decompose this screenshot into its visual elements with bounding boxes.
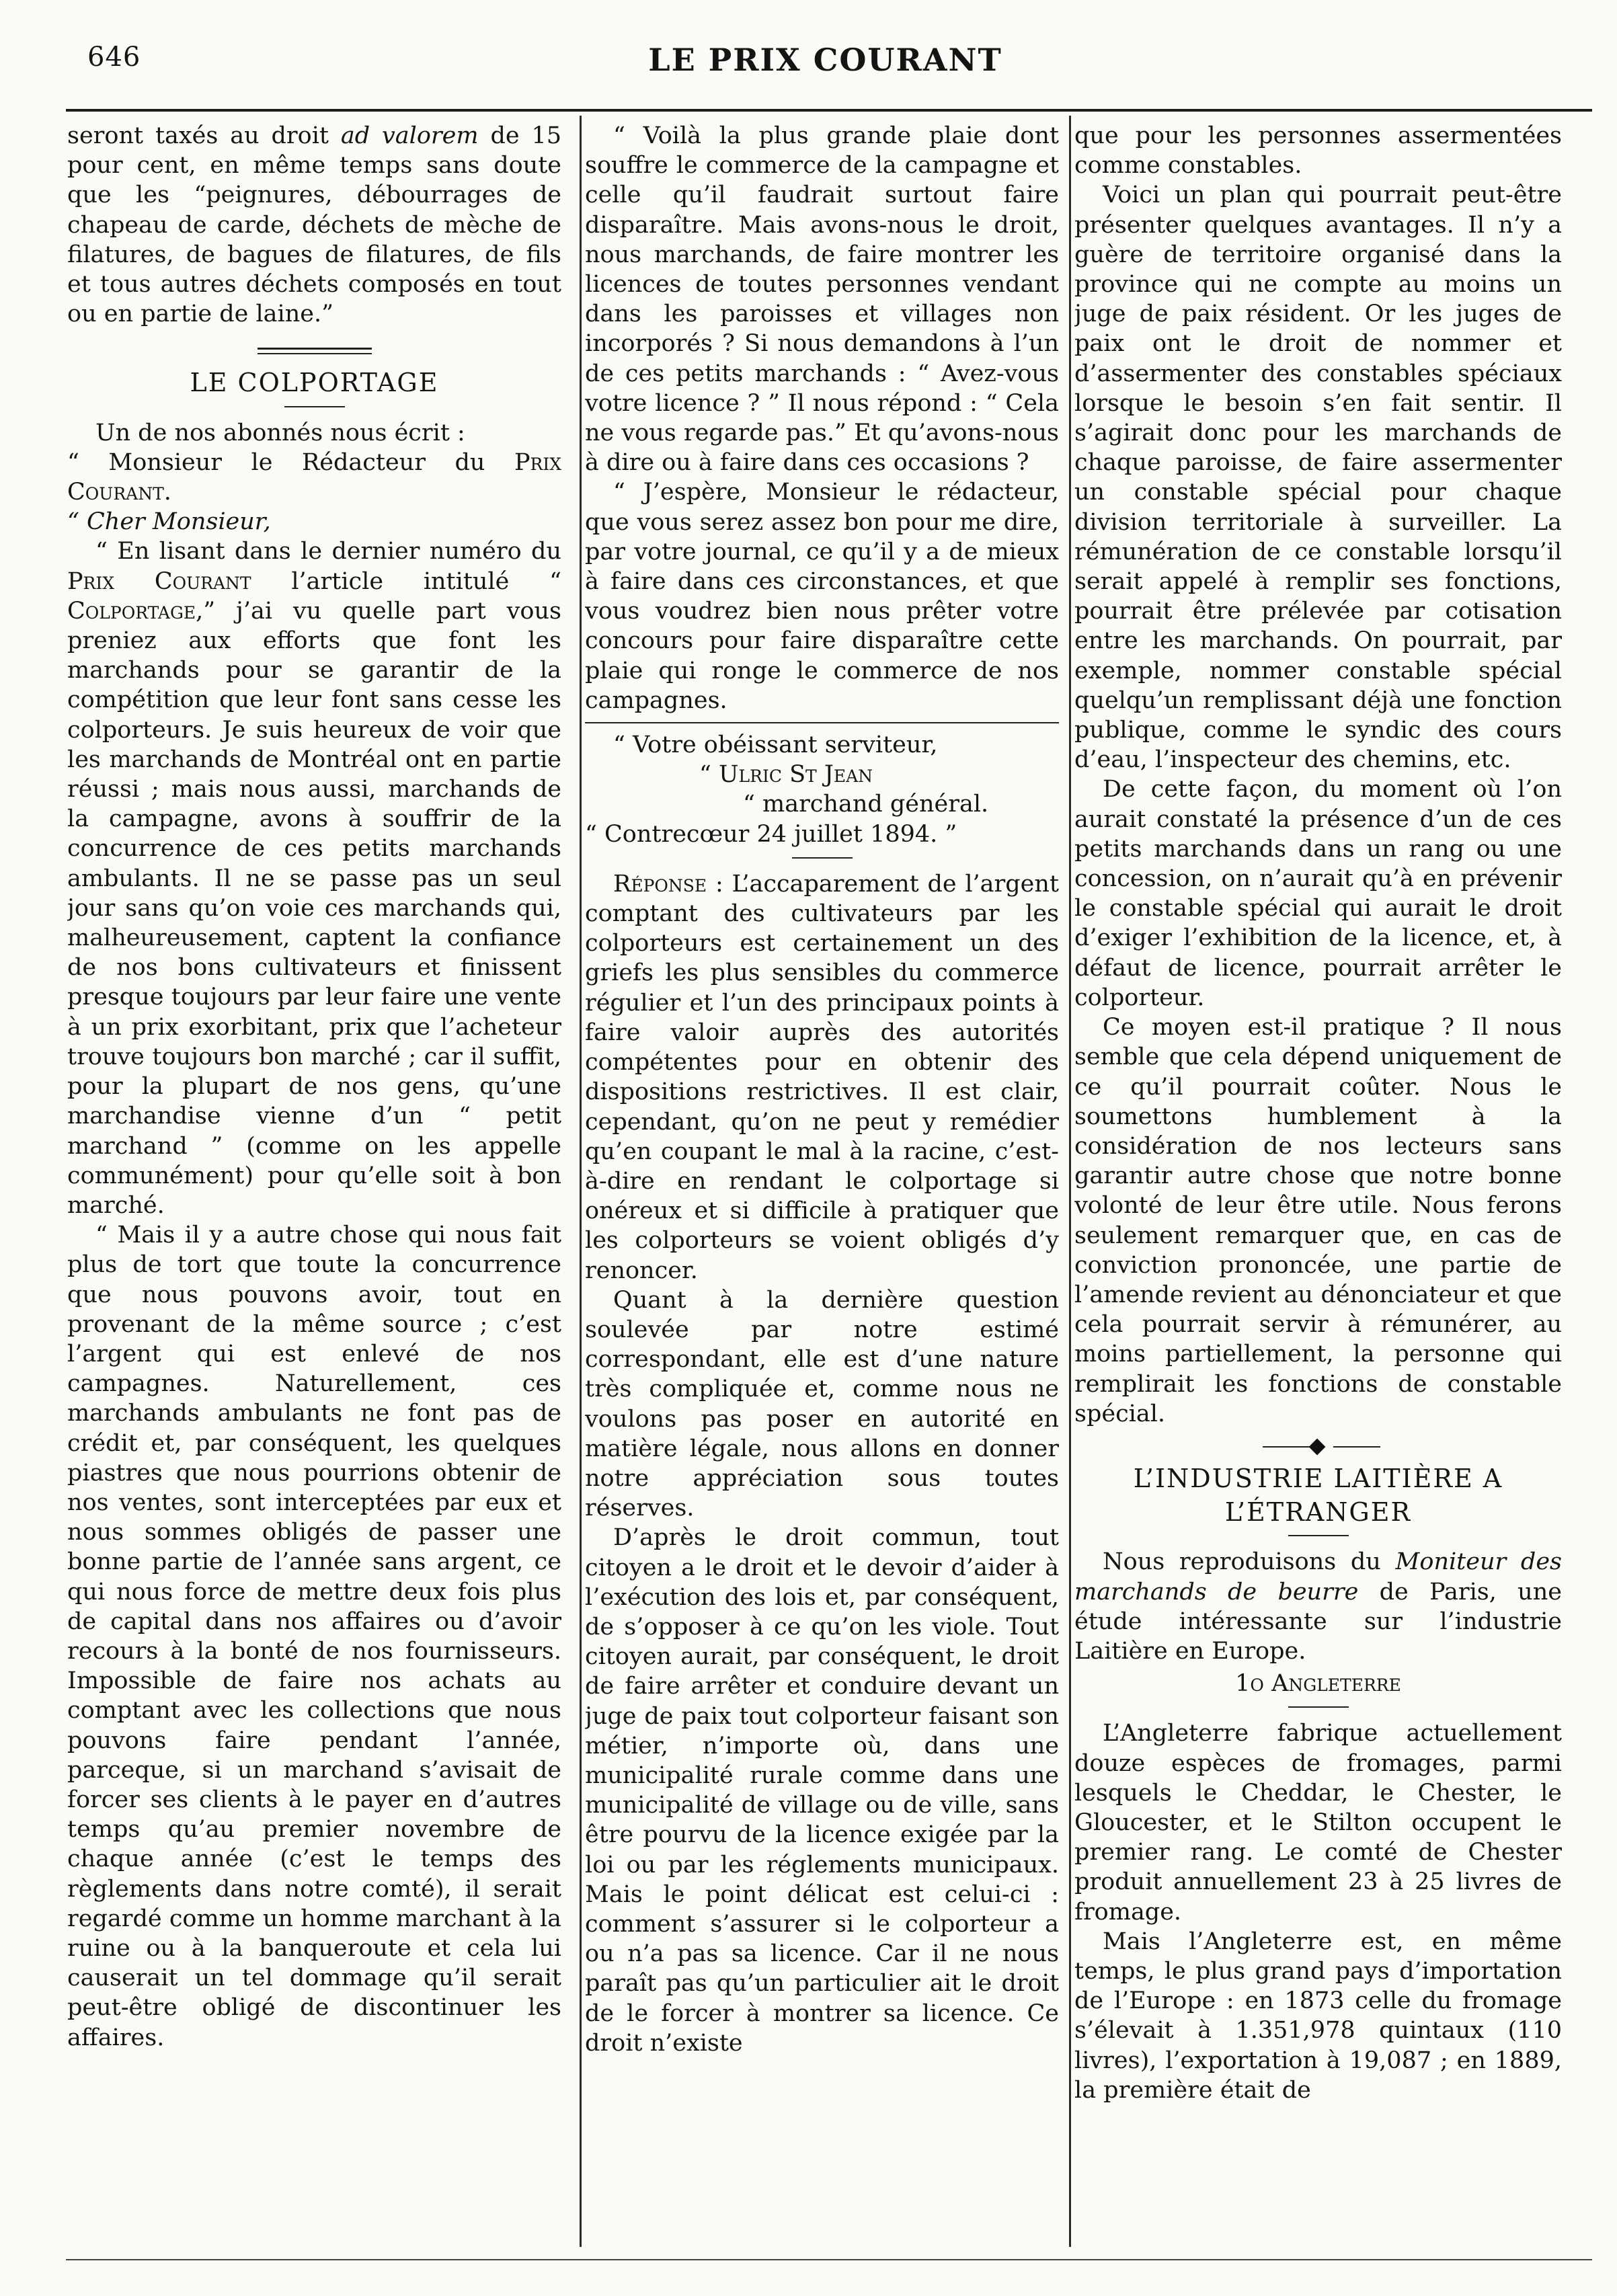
angleterre-paragraph-1: L’Angleterre fabrique actuellement douze espèces de fromages, parmi lesquels le Cheddar, le Chester, le Gloucester, et le Stilton occupent le premier rang. Le comté de Chester produit annuellement 23 à 25 livres de fromage. (1074, 1720, 1562, 1926)
heading-industrie-line-1: L’INDUSTRIE LAITIÈRE A (1133, 1463, 1503, 1493)
heading-underline (284, 406, 345, 407)
tariff-paragraph (67, 121, 561, 329)
signature-title: “ marchand général. (743, 791, 989, 818)
place-date: “ Contrecœur 24 juillet 1894. ” (585, 820, 957, 848)
heading-industrie-line-2: L’ÉTRANGER (1224, 1497, 1412, 1528)
salutation-cher-monsieur: “ Cher Monsieur, (67, 508, 271, 536)
reponse-text: L’accaparement de l’argent comptant des cultivateurs par les colporteurs est certainement un des griefs les plus sensibles du commerce régulier et l’un des principaux points à faire valoir auprès des autorités compétentes pour en obtenir des dispositions restrictives. Il est clair, cependant, qu’on ne peut y remédier qu’en coupant le mal à la racine, c’est-à-dire en rendant le colportage si onéreux et si difficile à pratiquer que les colporteurs se voient obligés d’y renoncer. (585, 870, 1059, 1284)
tariff-text-b: de 15 pour cent, en même temps sans doute que les “peignures, débourrages de chapeau de carde, déchets de mèche de filatures, de bagues de filatures, de fils et tous autres déchets composés en tout ou en partie de laine.” (67, 122, 561, 328)
letter-p1-c: ” j’ai vu quelle part vous preniez aux efforts que font les marchands pour se garantir de la compétition que leur font sans cesse les colporteurs. Je suis heureux de voir que les marchands de Montréal ont en partie réussi ; mais nous aussi, marchands de la campagne, avons à souffrir de la concurrence de ces petits marchands ambulants. Il ne se passe pas un seul jour sans qu’on voie ces marchands qui, malheureusement, captent la confiance de nos bons cultivateurs et finissent presque toujours par leur faire une vente à un prix exorbitant, prix que l’acheteur trouve toujours bon marché ; car il suffit, pour la plupart de nos gens, qu’une marchandise vienne d’un “ petit marchand ” (comme on les appelle communément) pour qu’elle soit à bon marché. (67, 597, 561, 1219)
plan-paragraph: Voici un plan qui pourrait peut-être présenter quelques avantages. Il n’y a guère de territoire organisé dans la province qui ne compte au moins un juge de paix résident. Or les juges de paix ont le droit de nommer et d’assermenter des constables spéciaux lorsque le besoin s’en fait sentir. Il s’agirait donc pour les marchands de chaque paroisse, de faire assermenter un constable spécial pour chaque division territoriale à surveiller. La rémunération de ce constable lorsqu’il serait appelé à remplir ses fonctions, pourrait être prélevée par cotisation entre les marchands. On pourrait, par exemple, nommer constable spécial quelqu’un remplissant déjà une fonction publique, comme le syndic des cours d’eau, l’inspecteur des chemins, etc. (1074, 182, 1562, 774)
column-3 (1074, 121, 1562, 2252)
practicality-paragraph: Ce moyen est-il pratique ? Il nous semble que cela dépend uniquement de ce qu’il pourrait coûter. Nous le soumettons humblement à la considération de nos lecteurs sans garantir autre chose que notre bonne volonté de leur être utile. Nous ferons seulement remarquer que, en cas de conviction prononcée, une partie de l’amende revient au dénonciateur et que cela pourrait servir à rémunérer, au moins partiellement, la personne qui remplirait les fonctions de constable spécial. (1074, 1014, 1562, 1427)
ad-valorem-italic: ad valorem (340, 122, 479, 149)
heading-colportage: LE COLPORTAGE (190, 368, 439, 398)
salutation-journal-name: Prix Courant. (67, 448, 561, 506)
column-2 (585, 121, 1059, 2252)
heading-industrie-underline (1288, 1535, 1349, 1536)
letter-p1-journal-name: Prix Courant (67, 567, 251, 595)
header-rule (66, 109, 1592, 112)
angleterre-paragraph-2: Mais l’Angleterre est, en même temps, le plus grand pays d’importation de l’Europe : en 1873 celle du fromage s’élevait à 1.351,978 quintaux (110 livres), l’exportation à 19,087 ; en 1889, la première était de (1074, 1928, 1562, 2104)
letter-paragraph-4: “ J’espère, Monsieur le rédacteur, que vous serez assez bon pour me dire, par votre journal, ce qu’il y a de mieux à faire dans ces circonstances, et que vous voudrez bien nous prêter votre concours pour faire disparaître cette plaie qui ronge le commerce de nos campagnes. (585, 479, 1059, 714)
salutation-redacteur (67, 448, 561, 507)
section-double-rule (258, 348, 372, 354)
letter-closing: “ Votre obéissant serviteur, (613, 731, 938, 759)
page-number: 646 (87, 42, 141, 73)
signature-name: “ Ulric St Jean (699, 761, 873, 789)
letter-p1-a: “ En lisant dans le dernier numéro du (95, 538, 561, 565)
reponse-paragraph-3: D’après le droit commun, tout citoyen a le droit et le devoir d’aider à l’exécution des lois et, par conséquent, de s’opposer à ce qu’on les viole. Tout citoyen aurait, par conséquent, le droit de faire arrêter et conduire devant un juge de paix tout colporteur faisant son métier, n’importe où, dans une municipalité rurale comme dans une municipalité de village ou de ville, sans être pourvu de la licence exigée par la loi ou par les réglements municipaux. Mais le point délicat est celui-ci : comment s’assurer si le colporteur a ou n’a pas sa licence. Car il ne nous paraît pas qu’un particulier ait le droit de le forcer à montrer sa licence. Ce droit n’existe (585, 1524, 1059, 2057)
moniteur-title: Moniteur des marchands de beurre (1074, 1548, 1562, 1606)
letter-close-rule (585, 722, 1059, 723)
abonne-line: Un de nos abonnés nous écrit : (95, 419, 465, 446)
moniteur-text-b: de Paris, une étude intéressante sur l’industrie Laitière en Europe. (1074, 1578, 1562, 1665)
reponse-rule (792, 857, 853, 859)
letter-p1-article-title: Colportage, (67, 597, 204, 625)
reponse-paragraph (585, 869, 1059, 1285)
letter-paragraph-1 (67, 537, 561, 1220)
letter-p1-b: l’article intitulé “ (251, 567, 561, 595)
salutation-text: “ Monsieur le Rédacteur du (67, 448, 514, 476)
section-ornament (1074, 1438, 1562, 1456)
bottom-rule (66, 2259, 1592, 2260)
subheading-angleterre: 1o Angleterre (1235, 1670, 1401, 1698)
column-rule-1 (580, 116, 582, 2247)
page-header (87, 42, 1563, 82)
journal-title: LE PRIX COURANT (648, 42, 1002, 78)
reponse-paragraph-2: Quant à la dernière question soulevée par notre estimé correspondant, elle est d’une nature très compliquée et, comme nous ne voulons pas poser en autorité en matière légale, nous allons en donner notre appréciation sous toutes réserves. (585, 1286, 1059, 1522)
letter-paragraph-3: “ Voilà la plus grande plaie dont souffre le commerce de la campagne et celle qu’il faudrait surtout faire disparaître. Mais avons-nous le droit, nous marchands, de faire montrer les licences de toutes personnes vendant dans les paroisses et villages non incorporés ? Si nous demandons à l’un de ces petits marchands : “ Avez-vous votre licence ? ” Il nous répond : “ Cela ne vous regarde pas.” Et qu’avons-nous à dire ou à faire dans ces occasions ? (585, 122, 1059, 477)
letter-paragraph-2: “ Mais il y a autre chose qui nous fait plus de tort que toute la concurrence que nous pouvons avoir, tout en provenant de la même source ; c’est l’argent qui est enlevé de nos campagnes. Naturellement, ces marchands ambulants ne font pas de crédit et, par conséquent, les quelques piastres que nous pourrions obtenir de nos ventes, sont interceptées par eux et nous sommes obligés de passer une bonne partie de l’année sans argent, ce qui nous force de mettre deux fois plus de capital dans nos affaires ou d’avoir recours à la bonté de nos fournisseurs. Impossible de faire nos achats au comptant avec les collections que nous pouvons faire pendant l’année, parceque, si un marchand s’avisait de forcer ses clients à le payer en d’autres temps qu’au premier novembre de chaque année (c’est le temps des règlements dans notre comté), il serait regardé comme un homme marchant à la ruine ou à la banqueroute et cela lui causerait un tel dommage qu’il serait peut-être obligé de discontinuer les affaires. (67, 1222, 561, 2051)
subheading-underline (1288, 1706, 1349, 1708)
procedure-paragraph: De cette façon, du moment où l’on aurait constaté la présence d’un de ces petits marchands dans un rang ou une concession, on n’aurait qu’à en prévenir le constable spécial qui aurait le droit d’exiger l’exhibition de la licence, et, à défaut de licence, pourrait arrêter le colporteur. (1074, 776, 1562, 1011)
moniteur-text-a: Nous reproduisons du (1103, 1548, 1396, 1576)
column-rule-2 (1069, 116, 1071, 2247)
column-1 (67, 121, 561, 2252)
moniteur-paragraph (1074, 1547, 1562, 1666)
reponse-label: Réponse : (613, 870, 723, 898)
tariff-text-a: seront taxés au droit (67, 122, 341, 149)
continued-paragraph: que pour les personnes assermentées comme constables. (1074, 122, 1562, 180)
